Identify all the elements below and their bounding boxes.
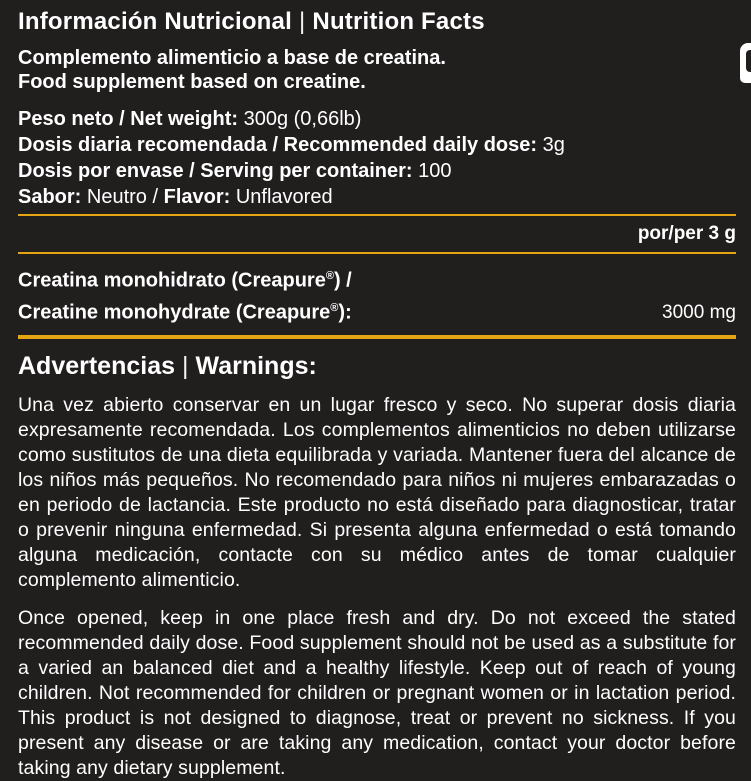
cutoff-logo-glyph-icon — [740, 43, 751, 83]
supplement-description-es: Complemento alimenticio a base de creatina. — [18, 47, 446, 69]
supplement-description-en: Food supplement based on creatine. — [18, 71, 366, 93]
net-weight-value: 300g (0,66lb) — [238, 108, 362, 130]
ingredient-name-es — [18, 263, 736, 295]
ingredient-name-en-suffix: ): — [338, 301, 352, 324]
servings-label: Dosis por envase / Serving per container: — [18, 160, 413, 182]
divider-thick — [18, 335, 736, 339]
daily-dose-value: 3g — [537, 134, 565, 156]
servings-value: 100 — [412, 160, 452, 182]
daily-dose-row — [18, 132, 736, 158]
divider-top — [18, 214, 736, 216]
label-title-es: Información Nutricional — [18, 8, 292, 35]
registered-mark-icon: ® — [325, 270, 334, 282]
warnings-paragraph-en: Once opened, keep in one place fresh and dry. Do not exceed the stated recommended daily dose. Food supplement should not be used as a substitute for a varied an balanced diet and a healthy lifestyle. Keep out of reach of young children. Not recommended for children or pregnant women or in lactation period. This product is not designed to diagnose, treat or prevent no sickness. If you present any disease or are taking any medication, contact your doctor before taking any dietary supplement. — [18, 607, 736, 780]
title-separator: | — [298, 8, 306, 35]
cutoff-logo-glyph-notch — [746, 50, 751, 72]
ingredient-name-en-text: Creatine monohydrate (Creapure — [18, 301, 331, 324]
warnings-separator: | — [182, 352, 189, 381]
daily-dose-label: Dosis diaria recomendada / Recommended daily dose: — [18, 134, 538, 156]
label-title — [18, 7, 736, 37]
warnings-title-en: Warnings: — [195, 352, 317, 381]
flavor-row — [18, 184, 736, 210]
registered-mark-icon: ® — [330, 301, 339, 314]
flavor-value-es: Neutro / — [81, 186, 164, 208]
ingredient-amount: 3000 mg — [662, 302, 736, 324]
divider-per-serving — [18, 252, 736, 254]
flavor-label-en: Flavor: — [163, 186, 231, 208]
warnings-title-es: Advertencias — [18, 352, 176, 381]
product-info — [18, 106, 736, 210]
flavor-value-en: Unflavored — [230, 186, 333, 208]
supplement-description — [18, 46, 736, 94]
ingredient-name-es-suffix: ) / — [333, 269, 352, 292]
warnings-paragraph-es: Una vez abierto conservar en un lugar fresco y seco. No superar dosis diaria expresamente recomendada. Los complementos alimenticios no deben utilizarse como sustitutos de una dieta equilibrada y variada. Mantener fuera del alcance de los niños más pequeños. No recomendado para niños ni mujeres embarazadas o en periodo de lactancia. Este producto no está diseñado para diagnosticar, tratar o prevenir ninguna enfermedad. Si presenta alguna enfermedad o está tomando alguna medicación, contacte con su médico antes de tomar cualquier complemento alimenticio. — [18, 394, 736, 592]
ingredient-name-en — [18, 295, 352, 327]
servings-row — [18, 158, 736, 184]
net-weight-row — [18, 106, 736, 132]
ingredient-name-en-row — [18, 295, 736, 327]
net-weight-label: Peso neto / Net weight: — [18, 108, 239, 130]
ingredient-name-es-text: Creatina monohidrato (Creapure — [18, 269, 326, 292]
flavor-label-es: Sabor: — [18, 186, 82, 208]
warnings-title — [18, 352, 736, 381]
ingredient-block — [18, 263, 736, 326]
per-serving-header: por/per 3 g — [637, 223, 736, 244]
label-title-en: Nutrition Facts — [312, 8, 485, 35]
